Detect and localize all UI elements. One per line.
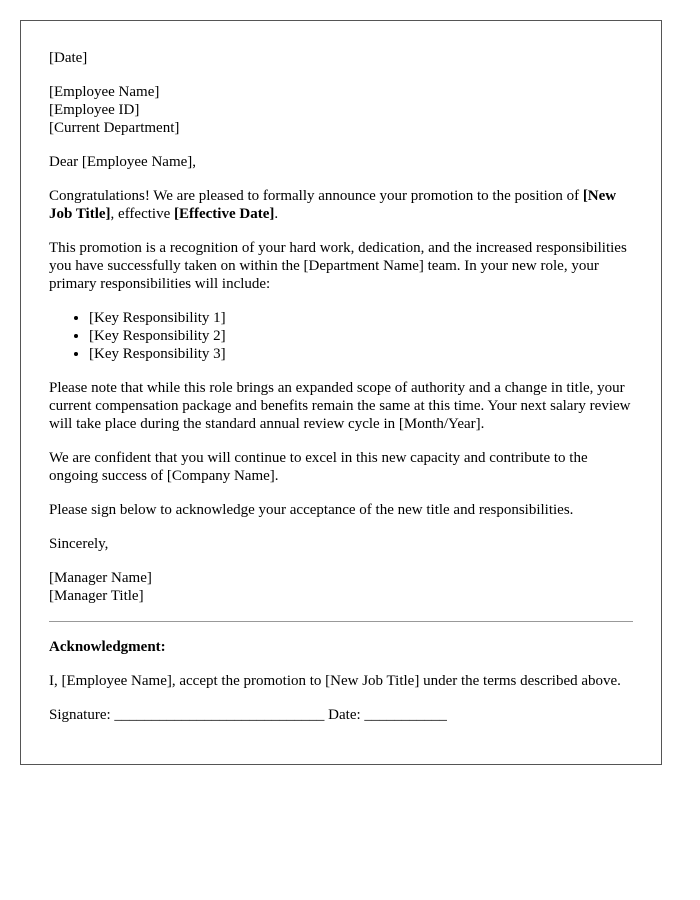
- current-department: [Current Department]: [49, 120, 180, 136]
- responsibilities-list: [49, 309, 633, 363]
- list-item: • [Key Responsibility 3]: [89, 345, 633, 363]
- employee-name: [Employee Name]: [49, 84, 160, 100]
- new-job-title: [New Job Title]: [49, 188, 617, 222]
- divider: [49, 621, 633, 622]
- recognition-paragraph: This promotion is a recognition of your hard work, dedication, and the increased responsibilities you have successfully taken on within the [Department Name] team. In your new role, your primary responsibilities will include:: [49, 240, 627, 292]
- effective-date: [Effective Date]: [173, 206, 275, 222]
- salutation: Dear [Employee Name],: [49, 154, 197, 170]
- acknowledgment-text: I, [Employee Name], accept the promotion to [New Job Title] under the terms described above.: [49, 673, 621, 689]
- date-line[interactable]: ___________: [364, 707, 447, 723]
- list-item: • [Key Responsibility 1]: [89, 309, 633, 327]
- acknowledgment-heading-text: Acknowledgment:: [49, 639, 166, 655]
- announcement-end: .: [274, 206, 279, 222]
- date-label: Date:: [328, 707, 361, 723]
- manager-name: [Manager Name]: [49, 570, 152, 586]
- list-item: • [Key Responsibility 2]: [89, 327, 633, 345]
- promotion-letter: [20, 20, 662, 765]
- employee-id: [Employee ID]: [49, 102, 140, 118]
- announcement-text: Congratulations! We are pleased to formally announce your promotion to the position of: [49, 188, 583, 204]
- compensation-paragraph: Please note that while this role brings an expanded scope of authority and a change in title, your current compensation package and benefits remain the same at this time. Your next salary review will take place during the standard annual review cycle in [Month/Year].: [49, 380, 631, 432]
- acknowledgment-heading: [49, 638, 633, 656]
- signature-label: Signature:: [49, 707, 111, 723]
- letter-date: [Date]: [49, 50, 88, 66]
- announcement-mid: , effective: [110, 206, 174, 222]
- recipient-block: [49, 83, 633, 137]
- announcement-paragraph: [49, 187, 633, 223]
- confidence-paragraph: We are confident that you will continue to excel in this new capacity and contribute to the ongoing success of [Company Name].: [49, 450, 588, 484]
- signature-row: [49, 706, 633, 724]
- manager-block: [49, 569, 633, 605]
- closing: Sincerely,: [49, 536, 109, 552]
- sign-request-paragraph: Please sign below to acknowledge your acceptance of the new title and responsibilities.: [49, 502, 574, 518]
- manager-title: [Manager Title]: [49, 588, 144, 604]
- signature-line[interactable]: ____________________________: [114, 707, 325, 723]
